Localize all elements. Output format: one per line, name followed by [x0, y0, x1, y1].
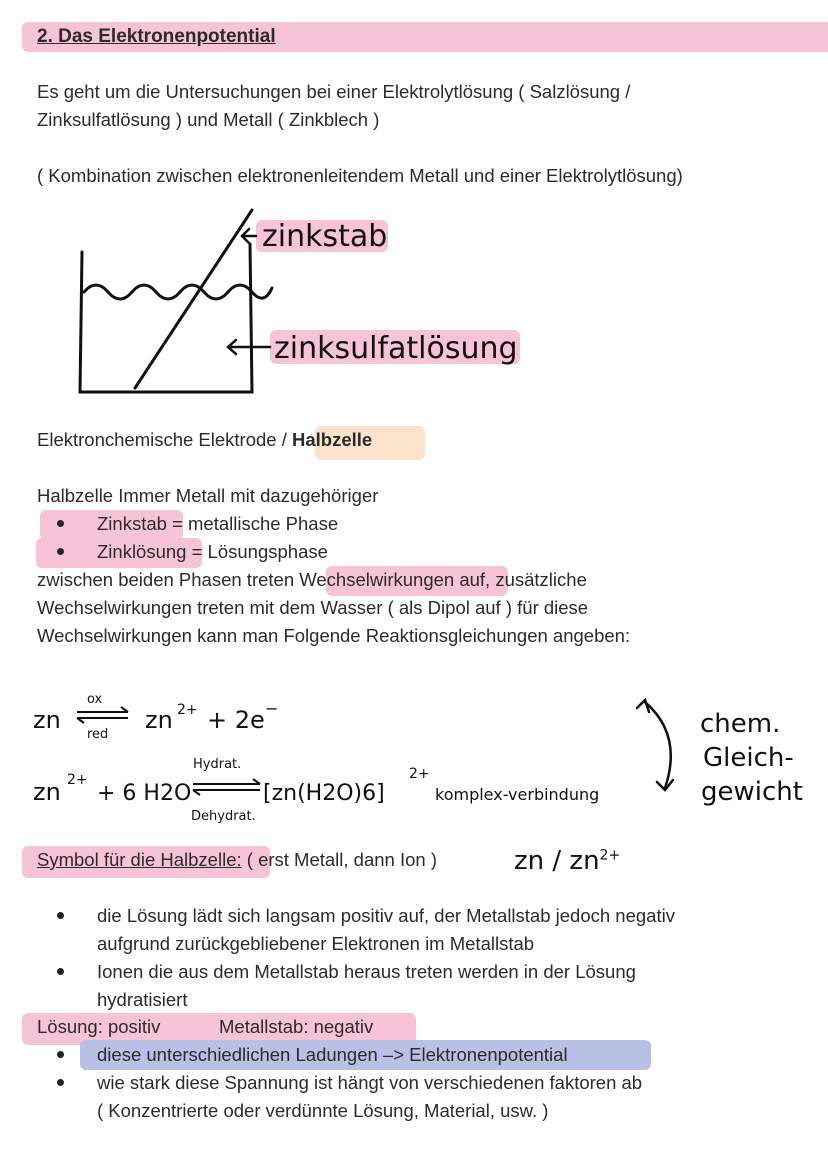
bullet-dot: [57, 520, 64, 527]
bullet-dot: [57, 1051, 64, 1058]
zinc-rod: [135, 210, 252, 388]
eq2-label: komplex-verbindung: [435, 785, 600, 804]
eq2-complex: [zn(H2O)6]: [263, 781, 385, 806]
solution-label: zinksulfatlösung: [274, 331, 518, 366]
bullet-dot: [57, 968, 64, 975]
side-note-3: gewicht: [701, 777, 803, 807]
bullet-1-line-2: aufgrund zurückgebliebener Elektronen im Metallstab: [97, 933, 535, 954]
equilibrium-bracket: [645, 702, 673, 790]
electrode-line: [37, 426, 372, 454]
symbol-formula-text: zn / zn: [514, 846, 600, 876]
page-title: 2. Das Elektronenpotential: [37, 26, 276, 47]
solution-arrow: [228, 340, 270, 354]
bullet-4-line-2: ( Konzentrierte oder verdünnte Lösung, Material, usw. ): [97, 1100, 549, 1121]
side-note-2: Gleich-: [703, 743, 794, 773]
para-line-2: Wechselwirkungen treten mit dem Wasser ( als Dipol auf ) für diese: [37, 597, 589, 618]
liquid-surface: [84, 285, 272, 299]
para-text: zwischen beiden Phasen treten: [37, 569, 300, 590]
eq1-red: red: [87, 727, 109, 742]
item-term: Zinkstab: [97, 513, 167, 534]
bullet-4-line-1: wie stark diese Spannung ist hängt von verschiedenen faktoren ab: [97, 1072, 643, 1093]
eq1-right: zn: [145, 706, 173, 734]
bullet-2-line-1: Ionen die aus dem Metallstab heraus treten werden in der Lösung: [97, 961, 636, 982]
charge-solution: Lösung: positiv: [37, 1016, 161, 1037]
bullet-dot: [57, 548, 64, 555]
reaction-equations: [25, 680, 815, 830]
rod-label: zinkstab: [262, 219, 388, 254]
symbol-formula-sup: 2+: [599, 847, 621, 864]
eq2-sup: 2+: [409, 766, 430, 782]
eq1-ox: ox: [87, 692, 103, 707]
eq1-right-sup: 2+: [177, 702, 198, 718]
para-line-1: [37, 566, 587, 594]
side-note-1: chem.: [700, 709, 781, 739]
symbol-label: Symbol für die Halbzelle:: [37, 849, 242, 870]
item-term: Zinklösung: [97, 541, 187, 562]
eq1-plus: + 2e: [207, 706, 265, 734]
symbol-formula: [514, 846, 620, 876]
eq2-left: zn: [33, 778, 61, 806]
bullet-dot: [57, 1079, 64, 1086]
charge-metal: Metallstab: negativ: [219, 1016, 374, 1037]
intro-line-1: Es geht um die Untersuchungen bei einer Elektrolytlösung ( Salzlösung /: [37, 81, 631, 102]
bullet-dot: [57, 912, 64, 919]
eq2-plus: + 6 H2O: [97, 781, 192, 806]
electrode-prefix: Elektronchemische Elektrode /: [37, 429, 293, 450]
symbol-note: ( erst Metall, dann Ion ): [241, 849, 437, 870]
eq2-dehydrat: Dehydrat.: [191, 809, 256, 824]
eq2-hydrat: Hydrat.: [193, 757, 242, 772]
eq2-left-sup: 2+: [67, 772, 88, 788]
item-zinkloesung: [97, 538, 328, 566]
eq1-sup: −: [265, 699, 279, 718]
item-zinkstab: [97, 510, 338, 538]
intro-line-2: Zinksulfatlösung ) und Metall ( Zinkblech ): [37, 109, 380, 130]
rod-arrow: [242, 229, 256, 243]
bullet-2-line-2: hydratisiert: [97, 989, 188, 1010]
item-rest: = Lösungsphase: [186, 541, 328, 562]
para-highlight-text: Wechselwirkungen: [299, 569, 455, 590]
para-line-3: Wechselwirkungen kann man Folgende Reaktionsgleichungen angeben:: [37, 625, 631, 646]
beaker-outline: [80, 244, 252, 392]
electrode-halbzelle: Halbzelle: [292, 429, 373, 450]
symbol-line: [37, 846, 437, 874]
intro-line-3: ( Kombination zwischen elektronenleitendem Metall und einer Elektrolytlösung): [37, 165, 683, 186]
para-text: auf, zusätzliche: [454, 569, 587, 590]
eq1-left: zn: [33, 706, 61, 734]
bullet-1-line-1: die Lösung lädt sich langsam positiv auf, der Metallstab jedoch negativ: [97, 905, 675, 926]
item-rest: = metallische Phase: [166, 513, 339, 534]
beaker-sketch: [60, 200, 540, 405]
halbzelle-lead: Halbzelle Immer Metall mit dazugehöriger: [37, 485, 379, 506]
bullet-3-line-1: diese unterschiedlichen Ladungen –> Elektronenpotential: [97, 1044, 568, 1065]
